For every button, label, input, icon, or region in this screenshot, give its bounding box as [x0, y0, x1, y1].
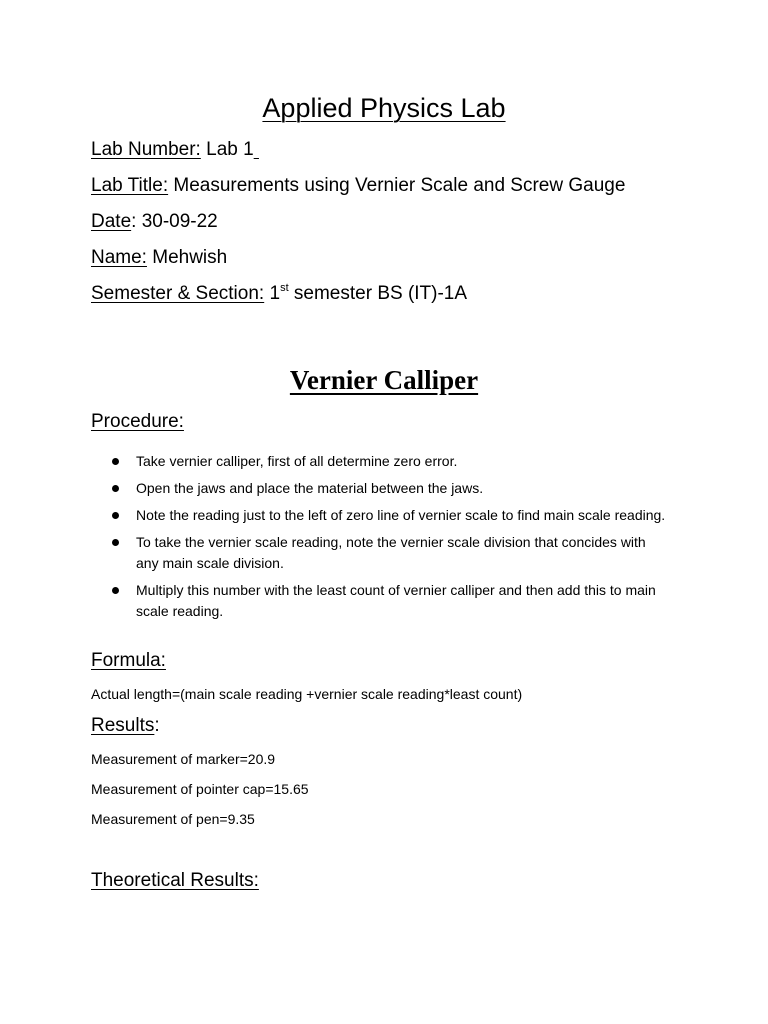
bullet-icon	[112, 539, 119, 546]
lab-title-label: Lab Title:	[91, 175, 169, 196]
date-label: Date	[91, 211, 132, 232]
name-line	[91, 247, 227, 269]
lab-number-line	[91, 139, 259, 161]
section-title: Vernier Calliper	[289, 365, 479, 395]
result-item: Measurement of pen=9.35	[91, 811, 255, 827]
procedure-step-text: To take the vernier scale reading, note the vernier scale division that concides with any main scale division.	[136, 534, 646, 571]
formula-heading: Formula:	[91, 650, 166, 671]
semester-value: semester BS (IT)-1A	[288, 283, 468, 304]
semester-label: Semester & Section:	[91, 283, 265, 304]
date-value: : 30-09-22	[131, 211, 218, 232]
results-heading-colon: :	[154, 715, 160, 736]
name-value: Mehwish	[146, 247, 228, 268]
procedure-step	[112, 505, 672, 526]
result-item: Measurement of marker=20.9	[91, 751, 276, 767]
date-line	[91, 211, 218, 233]
procedure-list	[112, 451, 672, 628]
procedure-step-text: Open the jaws and place the material between the jaws.	[136, 480, 484, 496]
procedure-step	[112, 478, 672, 499]
semester-line	[91, 283, 467, 305]
procedure-step	[112, 451, 672, 472]
name-label: Name:	[91, 247, 147, 268]
lab-number-value: Lab 1	[200, 139, 254, 160]
theoretical-results-heading: Theoretical Results:	[91, 870, 259, 891]
lab-title-value: Measurements using Vernier Scale and Screw Gauge	[168, 175, 626, 196]
semester-number: 1	[264, 283, 281, 304]
results-heading	[91, 715, 160, 737]
bullet-icon	[112, 587, 119, 594]
formula-text: Actual length=(main scale reading +vernier scale reading*least count)	[91, 686, 523, 702]
result-item: Measurement of pointer cap=15.65	[91, 781, 309, 797]
lab-number-label: Lab Number:	[91, 139, 201, 160]
bullet-icon	[112, 485, 119, 492]
lab-number-trailing-underline	[254, 139, 259, 160]
procedure-step-text: Multiply this number with the least count of vernier calliper and then add this to main scale reading.	[136, 582, 656, 619]
procedure-step-text: Take vernier calliper, first of all determine zero error.	[136, 453, 458, 469]
bullet-icon	[112, 512, 119, 519]
semester-superscript: st	[280, 282, 289, 294]
procedure-step-text: Note the reading just to the left of zero line of vernier scale to find main scale reading.	[136, 507, 666, 523]
document-title: Applied Physics Lab	[262, 93, 506, 123]
lab-title-line	[91, 175, 625, 197]
results-heading-label: Results	[91, 715, 155, 736]
procedure-heading: Procedure:	[91, 411, 184, 432]
bullet-icon	[112, 458, 119, 465]
procedure-step	[112, 532, 672, 574]
procedure-step	[112, 580, 672, 622]
